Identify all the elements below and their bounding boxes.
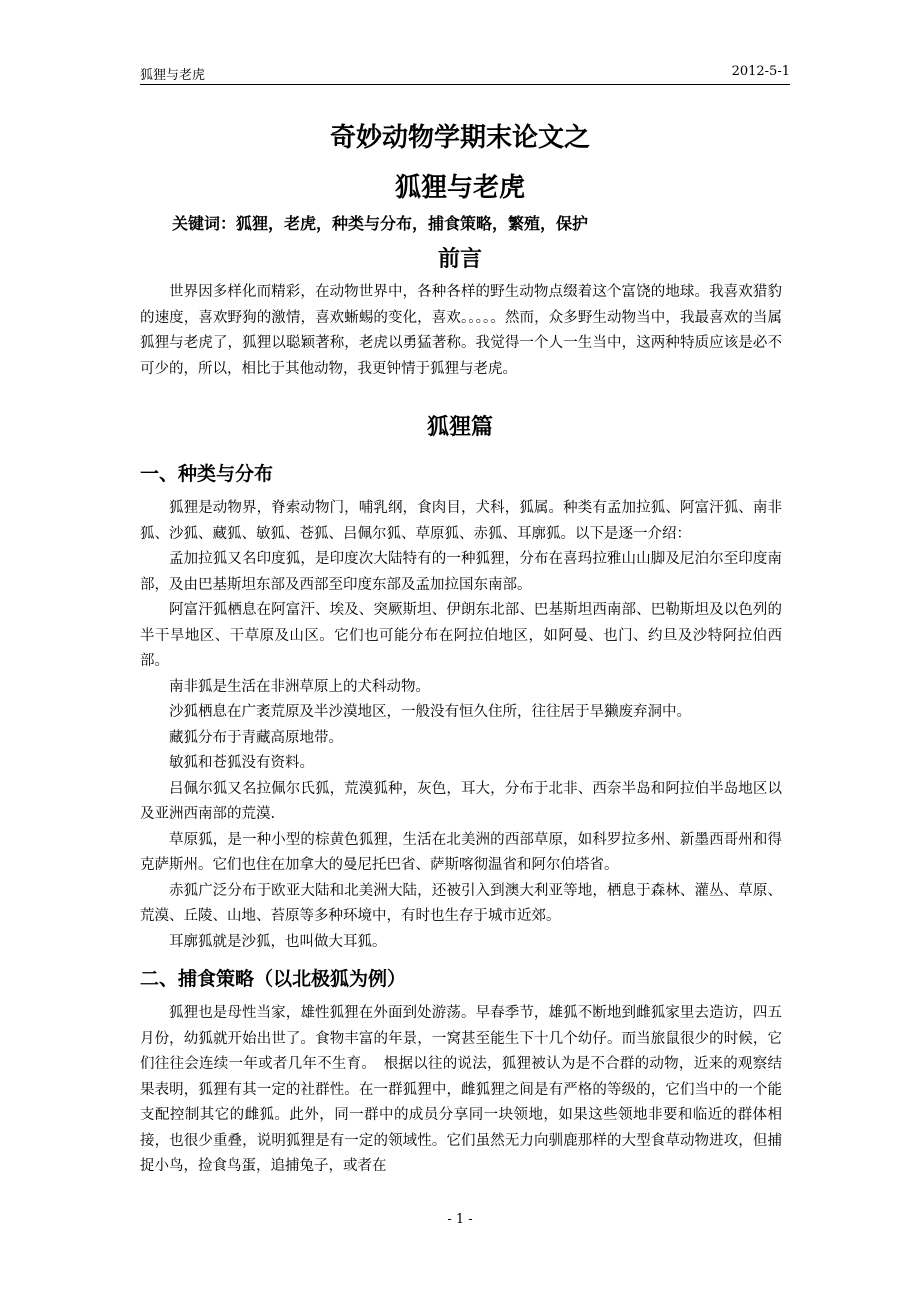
section-heading: 二、捕食策略（以北极狐为例）	[140, 968, 407, 990]
paragraph: 吕佩尔狐又名拉佩尔氏狐，荒漠狐种，灰色，耳大，分布于北非、西奈半岛和阿拉伯半岛地区以及亚洲西南部的荒漠.	[140, 780, 782, 822]
section-heading: 一、种类与分布	[140, 463, 274, 485]
paragraph: 南非狐是生活在非洲草原上的犬科动物。	[169, 678, 430, 695]
paragraph: 阿富汗狐栖息在阿富汗、埃及、突厥斯坦、伊朗东北部、巴基斯坦西南部、巴勒斯坦及以色列的半干旱地区、干草原及山区。它们也可能分布在阿拉伯地区，如阿曼、也门、约旦及沙特阿拉伯西部。	[140, 602, 782, 669]
paragraph: 赤狐广泛分布于欧亚大陆和北美洲大陆，还被引入到澳大利亚等地，栖息于森林、灌丛、草原、荒漠、丘陵、山地、苔原等多种环境中，有时也生存于城市近郊。	[140, 882, 782, 924]
paragraph: 世界因多样化而精彩，在动物世界中，各种各样的野生动物点缀着这个富饶的地球。我喜欢猎豹的速度，喜欢野狗的激情，喜欢蜥蜴的变化，喜欢。。。。。然而，众多野生动物当中，我最喜欢的当属狐狸与老虎了，狐狸以聪颖著称，老虎以勇猛著称。我觉得一个人一生当中，这两种特质应该是必不可少的，所以，相比于其他动物，我更钟情于狐狸与老虎。	[140, 284, 782, 377]
preface-body	[140, 280, 782, 382]
page-number: - 1 -	[447, 1212, 473, 1227]
fox-section-heading: 狐狸篇	[426, 415, 493, 440]
header-title: 狐狸与老虎	[140, 68, 206, 83]
paragraph: 草原狐，是一种小型的棕黄色狐狸，生活在北美洲的西部草原，如科罗拉多州、新墨西哥州和得克萨斯州。它们也住在加拿大的曼尼托巴省、萨斯喀彻温省和阿尔伯塔省。	[140, 831, 782, 873]
paragraph: 藏狐分布于青藏高原地带。	[169, 729, 343, 746]
document-title-line2: 狐狸与老虎	[394, 173, 525, 203]
keywords: 关键词：狐狸，老虎，种类与分布，捕食策略，繁殖，保护	[172, 214, 589, 233]
preface-heading: 前言	[437, 247, 482, 272]
paragraph: 耳廓狐就是沙狐，也叫做大耳狐。	[169, 933, 387, 950]
paragraph: 敏狐和苍狐没有资料。	[169, 755, 314, 771]
header-date: 2012-5-1	[731, 64, 790, 79]
section2-body	[140, 1001, 782, 1180]
paragraph: 狐狸是动物界，脊索动物门，哺乳纲，食肉目，犬科，狐属。种类有孟加拉狐、阿富汗狐、南非狐、沙狐、藏狐、敏狐、苍狐、吕佩尔狐、草原狐、赤狐、耳廓狐。以下是逐一介绍：	[140, 500, 782, 542]
paragraph: 狐狸也是母性当家，雄性狐狸在外面到处游荡。早春季节，雄狐不断地到雌狐家里去造访，四五月份，幼狐就开始出世了。食物丰富的年景，一窝甚至能生下十几个幼仔。而当旅鼠很少的时候，它们往往会连续一年或者几年不生育。 根据以往的说法，狐狸被认为是不合群的动物，近来的观察结果表明，狐狸有其一定的社群性。在一群狐狸中，雌狐狸之间是有严格的等级的，它们当中的一个能支配控制其它的雌狐。此外，同一群中的成员分享同一块领地，如果这些领地非要和临近的群体相接，也很少重叠，说明狐狸是有一定的领域性。它们虽然无力向驯鹿那样的大型食草动物进攻，但捕捉小鸟，捡食鸟蛋，追捕兔子，或者在	[140, 1005, 782, 1174]
page-header	[140, 62, 790, 85]
paragraph: 沙狐栖息在广袤荒原及半沙漠地区，一般没有恒久住所，往往居于旱獭废弃洞中。	[169, 704, 691, 720]
document-title-line1: 奇妙动物学期末论文之	[329, 123, 590, 153]
paragraph: 孟加拉狐又名印度狐，是印度次大陆特有的一种狐狸，分布在喜玛拉雅山山脚及尼泊尔至印度南部，及由巴基斯坦东部及西部至印度东部及孟加拉国东南部。	[140, 551, 782, 593]
section1-body	[140, 496, 782, 955]
